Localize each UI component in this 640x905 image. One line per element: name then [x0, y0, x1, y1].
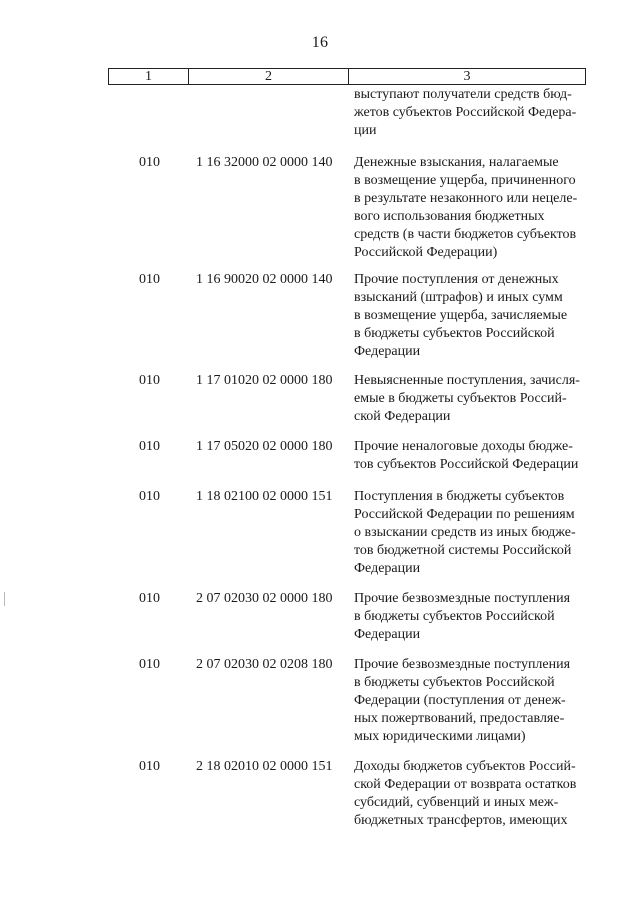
- admin-code: 010: [139, 489, 160, 504]
- header-col-2: 2: [189, 69, 349, 84]
- row-description: [354, 372, 590, 426]
- desc-line: ных пожертвований, предоставляе-: [354, 711, 565, 726]
- desc-line: Доходы бюджетов субъектов Россий-: [354, 759, 576, 774]
- row-description: [354, 271, 590, 361]
- admin-code: 010: [139, 272, 160, 287]
- budget-code: 2 18 02010 02 0000 151: [196, 759, 333, 774]
- row-description: [354, 154, 590, 262]
- desc-line: емые в бюджеты субъектов Россий-: [354, 391, 567, 406]
- desc-line: Прочие поступления от денежных: [354, 272, 559, 287]
- desc-line: в бюджеты субъектов Российской: [354, 609, 555, 624]
- desc-line: Поступления в бюджеты субъектов: [354, 489, 565, 504]
- header-col-1: 1: [109, 69, 189, 84]
- desc-line: Прочие безвозмездные поступления: [354, 657, 571, 672]
- desc-line: Российской Федерации): [354, 245, 498, 260]
- row-description: [354, 656, 590, 746]
- desc-line: Прочие неналоговые доходы бюдже-: [354, 439, 573, 454]
- desc-line: в возмещение ущерба, зачисляемые: [354, 308, 568, 323]
- desc-line: в бюджеты субъектов Российской: [354, 326, 555, 341]
- budget-code: 1 17 05020 02 0000 180: [196, 439, 333, 454]
- desc-line: бюджетных трансфертов, имеющих: [354, 813, 568, 828]
- budget-code: 1 18 02100 02 0000 151: [196, 489, 333, 504]
- desc-line: ции: [354, 123, 377, 138]
- row-description: [354, 488, 590, 578]
- admin-code: 010: [139, 373, 160, 388]
- desc-line: в бюджеты субъектов Российской: [354, 675, 555, 690]
- desc-line: в результате незаконного или нецеле-: [354, 191, 578, 206]
- desc-line: выступают получатели средств бюд-: [354, 87, 572, 102]
- desc-line: тов субъектов Российской Федерации: [354, 457, 579, 472]
- budget-code: 1 17 01020 02 0000 180: [196, 373, 333, 388]
- admin-code: 010: [139, 759, 160, 774]
- scan-margin-mark: [4, 592, 5, 606]
- desc-line: взысканий (штрафов) и иных сумм: [354, 290, 563, 305]
- desc-line: Российской Федерации по решениям: [354, 507, 575, 522]
- desc-line: Федерации: [354, 344, 421, 359]
- desc-line: Денежные взыскания, налагаемые: [354, 155, 559, 170]
- desc-line: вого использования бюджетных: [354, 209, 545, 224]
- desc-line: мых юридическими лицами): [354, 729, 526, 744]
- row-description: [354, 590, 590, 644]
- desc-line: ской Федерации: [354, 409, 451, 424]
- budget-code: 1 16 90020 02 0000 140: [196, 272, 333, 287]
- desc-line: Невыясненные поступления, зачисля-: [354, 373, 580, 388]
- desc-line: Федерации: [354, 561, 421, 576]
- budget-code: 1 16 32000 02 0000 140: [196, 155, 333, 170]
- desc-line: жетов субъектов Российской Федера-: [354, 105, 577, 120]
- row-description: [354, 758, 590, 830]
- table-header: [108, 68, 586, 85]
- desc-line: средств (в части бюджетов субъектов: [354, 227, 577, 242]
- admin-code: 010: [139, 155, 160, 170]
- admin-code: 010: [139, 657, 160, 672]
- budget-code: 2 07 02030 02 0000 180: [196, 591, 333, 606]
- admin-code: 010: [139, 591, 160, 606]
- desc-line: Федерации (поступления от денеж-: [354, 693, 566, 708]
- desc-line: ской Федерации от возврата остатков: [354, 777, 577, 792]
- desc-line: Федерации: [354, 627, 421, 642]
- budget-code: 2 07 02030 02 0208 180: [196, 657, 333, 672]
- desc-line: субсидий, субвенций и иных меж-: [354, 795, 559, 810]
- desc-line: о взыскании средств из иных бюдже-: [354, 525, 576, 540]
- desc-line: в возмещение ущерба, причиненного: [354, 173, 576, 188]
- admin-code: 010: [139, 439, 160, 454]
- continuation-description: [354, 86, 590, 140]
- desc-line: Прочие безвозмездные поступления: [354, 591, 571, 606]
- desc-line: тов бюджетной системы Российской: [354, 543, 572, 558]
- row-description: [354, 438, 590, 474]
- header-col-3: 3: [463, 69, 471, 84]
- page-number: 16: [311, 34, 329, 51]
